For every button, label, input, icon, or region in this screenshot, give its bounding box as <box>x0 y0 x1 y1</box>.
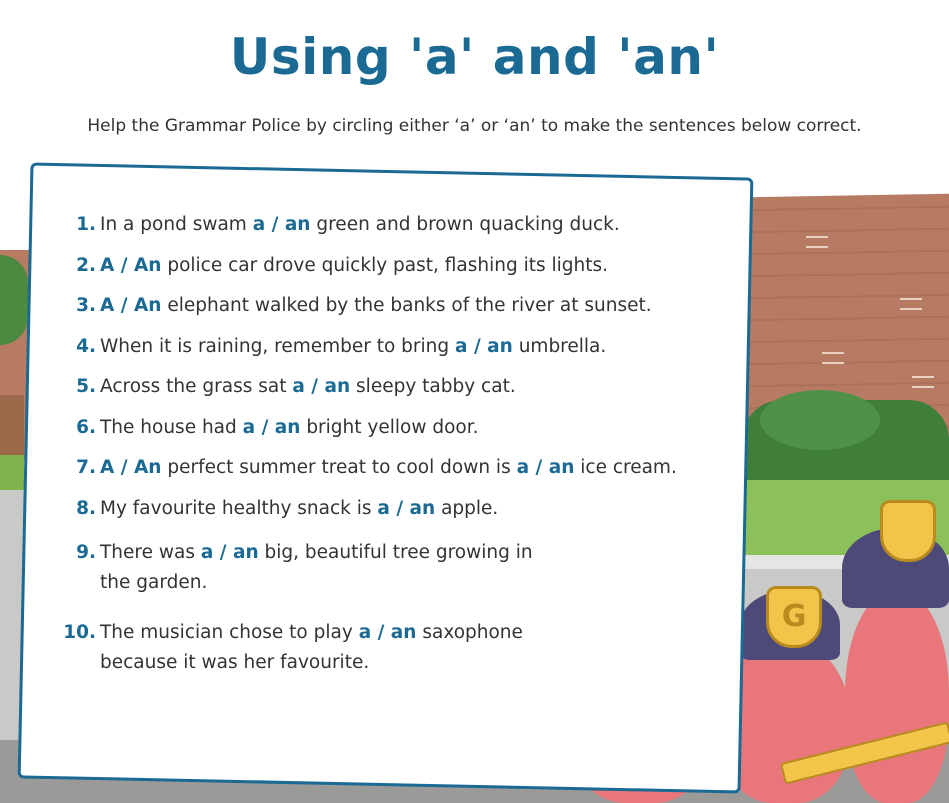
sentence-text: police car drove quickly past, flashing its lights. <box>161 254 609 276</box>
question-text <box>100 618 716 678</box>
brick-detail <box>806 236 828 248</box>
question-item <box>56 618 716 678</box>
bush <box>760 390 880 450</box>
question-text <box>100 255 716 277</box>
sentence-text: My favourite healthy snack is <box>100 497 378 519</box>
badge-icon: G <box>766 586 822 648</box>
question-text <box>100 336 716 358</box>
question-number: 8. <box>76 497 96 519</box>
question-item <box>56 214 716 236</box>
brick-detail <box>822 352 844 364</box>
question-item <box>56 538 716 598</box>
question-list <box>56 214 716 698</box>
page-title: Using 'a' and 'an' <box>229 28 720 86</box>
article-choice[interactable]: A / An <box>100 457 162 478</box>
sentence-text: the garden. <box>100 572 208 593</box>
question-number: 1. <box>76 214 96 235</box>
sentence-text: The house had <box>100 416 243 438</box>
tree-left <box>0 255 28 345</box>
question-item <box>56 457 716 479</box>
question-number: 4. <box>76 335 96 357</box>
question-item <box>56 376 716 398</box>
question-number: 10. <box>63 622 96 643</box>
article-choice[interactable]: a / an <box>200 542 259 563</box>
sentence-text: elephant walked by the banks of the river at sunset. <box>161 295 652 316</box>
article-choice[interactable]: A / An <box>100 295 162 316</box>
question-item <box>56 295 716 317</box>
sentence-text: ice cream. <box>574 457 677 478</box>
question-number: 9. <box>76 542 96 563</box>
question-item <box>56 498 716 520</box>
article-choice[interactable]: a / an <box>242 416 301 438</box>
sentence-text: apple. <box>435 497 499 519</box>
question-text <box>100 538 716 598</box>
sentence-text: There was <box>100 542 201 563</box>
sentence-text: saxophone <box>416 622 523 643</box>
question-text <box>100 295 716 317</box>
instructions: Help the Grammar Police by circling either ‘a’ or ‘an’ to make the sentences below correct. <box>87 116 862 136</box>
article-choice[interactable]: a / an <box>358 622 417 643</box>
badge-icon <box>880 500 936 562</box>
question-item <box>56 336 716 358</box>
sentence-text: umbrella. <box>512 335 607 357</box>
sentence-text: The musician chose to play <box>100 622 359 643</box>
question-text <box>100 376 716 398</box>
question-text <box>100 214 716 236</box>
police-character-right <box>845 590 949 803</box>
sentence-text: green and brown quacking duck. <box>310 214 620 235</box>
question-item <box>56 417 716 439</box>
question-number: 3. <box>76 295 96 316</box>
brick-detail <box>912 376 934 388</box>
question-text <box>100 417 716 439</box>
article-choice[interactable]: a / an <box>455 335 513 357</box>
question-number: 7. <box>76 457 96 478</box>
article-choice[interactable]: a / an <box>292 376 351 397</box>
grass-left <box>0 455 24 495</box>
article-choice[interactable]: A / An <box>100 254 162 276</box>
article-choice[interactable]: a / an <box>516 457 575 478</box>
article-choice[interactable]: a / an <box>377 497 436 519</box>
sentence-text: because it was her favourite. <box>100 652 370 673</box>
question-item <box>56 255 716 277</box>
sentence-text: sleepy tabby cat. <box>350 376 516 397</box>
brick-detail <box>900 298 922 310</box>
question-number: 6. <box>76 416 96 438</box>
sentence-text: In a pond swam <box>100 214 253 235</box>
sentence-text: Across the grass sat <box>100 376 293 397</box>
sentence-text: bright yellow door. <box>300 416 479 438</box>
sentence-text: When it is raining, remember to bring <box>100 335 456 357</box>
question-number: 5. <box>76 376 96 397</box>
question-text <box>100 457 716 479</box>
question-text <box>100 498 716 520</box>
article-choice[interactable]: a / an <box>252 214 311 235</box>
sentence-text: perfect summer treat to cool down is <box>161 457 517 478</box>
sentence-text: big, beautiful tree growing in <box>258 542 533 563</box>
question-number: 2. <box>76 254 96 276</box>
